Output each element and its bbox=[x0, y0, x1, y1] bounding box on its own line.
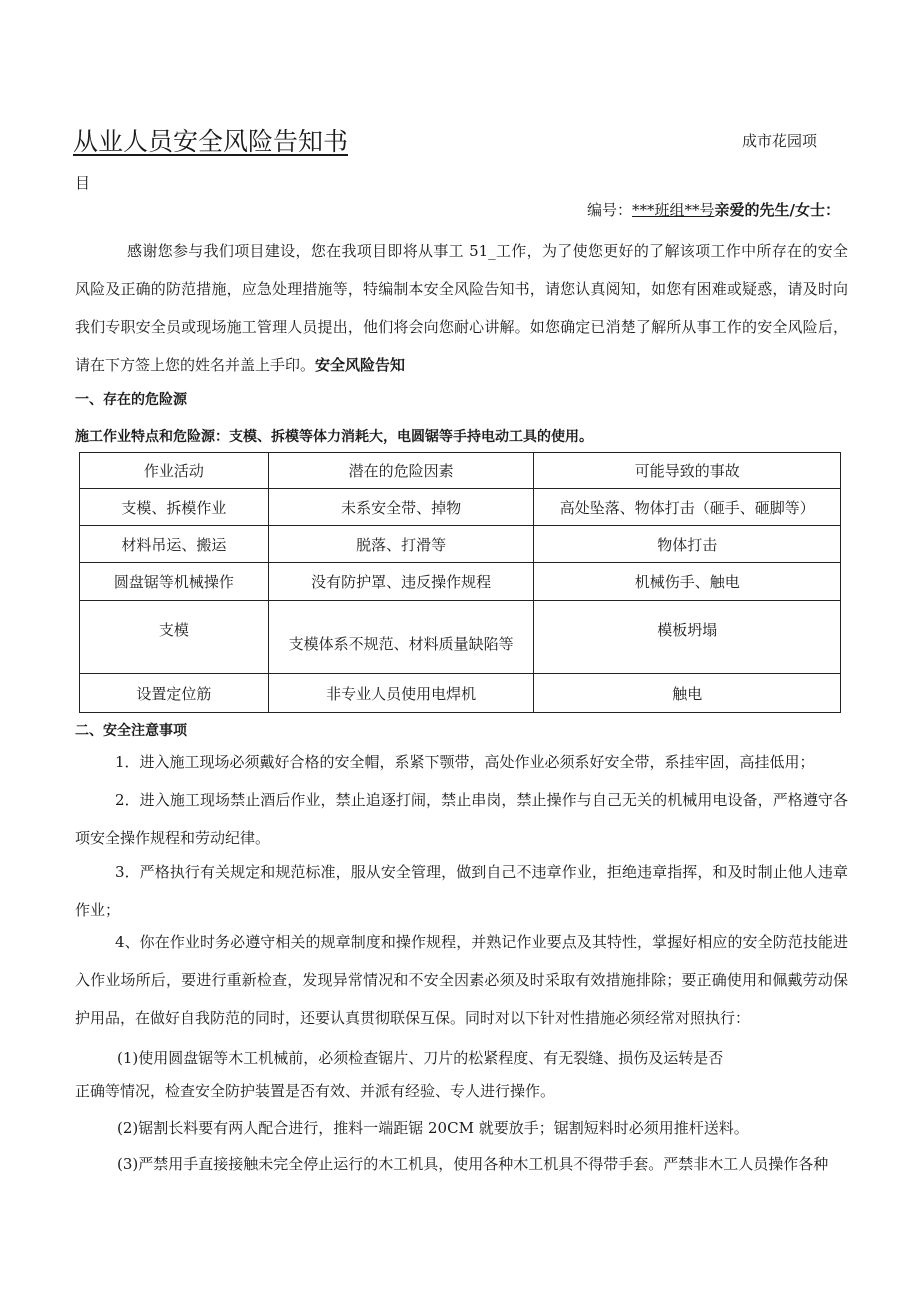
project-name-part2: 目 bbox=[75, 174, 91, 192]
section2-heading: 二、安全注意事项 bbox=[75, 723, 187, 739]
table-cell bbox=[268, 601, 534, 674]
measure-3: (3)严禁用手直接接触未完全停止运行的木工机具，使用各种木工机具不得带手套。严禁非木工人员操作各种 bbox=[117, 1155, 829, 1173]
project-name-part1: 成市花园项 bbox=[742, 132, 818, 150]
notice-item-3: 3．严格执行有关规定和规范标准，服从安全管理，做到自己不违章作业，拒绝违章指挥，和及时制止他人违章作业； bbox=[75, 863, 848, 919]
table-cell-text: 支模体系不规范、材料质量缺陷等 bbox=[288, 634, 514, 653]
table-header-cell: 潜在的危险因素 bbox=[268, 453, 534, 489]
serial-value: ***班组**号 bbox=[632, 201, 715, 219]
notice-item-2: 2．进入施工现场禁止酒后作业，禁止追逐打闹，禁止串岗，禁止操作与自己无关的机械用电设备，严格遵守各项安全操作规程和劳动纪律。 bbox=[75, 791, 848, 847]
document-title: 从业人员安全风险告知书 bbox=[73, 127, 349, 156]
intro-tail: 安全风险告知 bbox=[315, 356, 406, 374]
notice-item-1: 1．进入施工现场必须戴好合格的安全帽，系紧下颚带，高处作业必须系好安全带，系挂牢固，高挂低用； bbox=[115, 753, 815, 771]
table-row bbox=[80, 674, 841, 713]
table-cell: 未系安全带、掉物 bbox=[268, 489, 534, 526]
table-cell: 触电 bbox=[534, 674, 841, 713]
table-cell: 材料吊运、搬运 bbox=[80, 526, 269, 563]
table-cell: 机械伤手、触电 bbox=[534, 563, 841, 601]
risk-table bbox=[79, 452, 841, 713]
section1-heading: 一、存在的危险源 bbox=[75, 392, 187, 408]
table-header-row bbox=[80, 453, 841, 489]
measure-1-line2: 正确等情况，检查安全防护装置是否有效、并派有经验、专人进行操作。 bbox=[75, 1082, 556, 1100]
intro-paragraph bbox=[75, 232, 848, 384]
table-row bbox=[80, 601, 841, 674]
table-cell bbox=[80, 601, 269, 674]
table-cell: 非专业人员使用电焊机 bbox=[268, 674, 534, 713]
table-cell-text: 模板坍塌 bbox=[657, 620, 718, 639]
table-row bbox=[80, 489, 841, 526]
intro-text: 感谢您参与我们项目建设，您在我项目即将从事工 51_工作，为了使您更好的了解该项工作中所存在的安全风险及正确的防范措施，应急处理措施等，特编制本安全风险告知书，请您认真阅知，如您有困难或疑惑，请及时向我们专职安全员或现场施工管理人员提出，他们将会向您耐心讲解。如您确定已消楚了解所从事工作的安全风险后，请在下方签上您的姓名并盖上手印。 bbox=[75, 242, 848, 374]
table-cell: 设置定位筋 bbox=[80, 674, 269, 713]
table-cell: 圆盘锯等机械操作 bbox=[80, 563, 269, 601]
measure-2: (2)锯割长料要有两人配合进行，推料一端距锯 20CM 就要放手；锯割短料时必须用推杆送料。 bbox=[117, 1119, 749, 1137]
table-cell: 物体打击 bbox=[534, 526, 841, 563]
measure-1-line1: (1)使用圆盘锯等木工机械前，必须检查锯片、刀片的松紧程度、有无裂缝、损伤及运转是否 bbox=[117, 1049, 724, 1067]
table-header-cell: 可能导致的事故 bbox=[534, 453, 841, 489]
serial-line bbox=[587, 199, 840, 220]
serial-label: 编号： bbox=[586, 201, 632, 219]
greeting: 亲爱的先生/女士： bbox=[714, 201, 840, 219]
table-row bbox=[80, 563, 841, 601]
table-cell: 高处坠落、物体打击（砸手、砸脚等） bbox=[534, 489, 841, 526]
table-row bbox=[80, 526, 841, 563]
table-cell: 支模、拆模作业 bbox=[80, 489, 269, 526]
notice-item-4: 4、你在作业时务必遵守相关的规章制度和操作规程，并熟记作业要点及其特性，掌握好相应的安全防范技能进入作业场所后，要进行重新检查，发现异常情况和不安全因素必须及时采取有效措施排除；要正确使用和佩戴劳动保护用品，在做好自我防范的同时，还要认真贯彻联保互保。同时对以下针对性措施必须经常对照执行： bbox=[75, 933, 848, 1027]
table-cell: 脱落、打滑等 bbox=[268, 526, 534, 563]
table-cell: 没有防护罩、违反操作规程 bbox=[268, 563, 534, 601]
section1-subheading: 施工作业特点和危险源：支模、拆模等体力消耗大，电圆锯等手持电动工具的使用。 bbox=[75, 429, 593, 445]
table-cell-text: 支模 bbox=[158, 620, 189, 639]
table-cell bbox=[534, 601, 841, 674]
table-header-cell: 作业活动 bbox=[80, 453, 269, 489]
